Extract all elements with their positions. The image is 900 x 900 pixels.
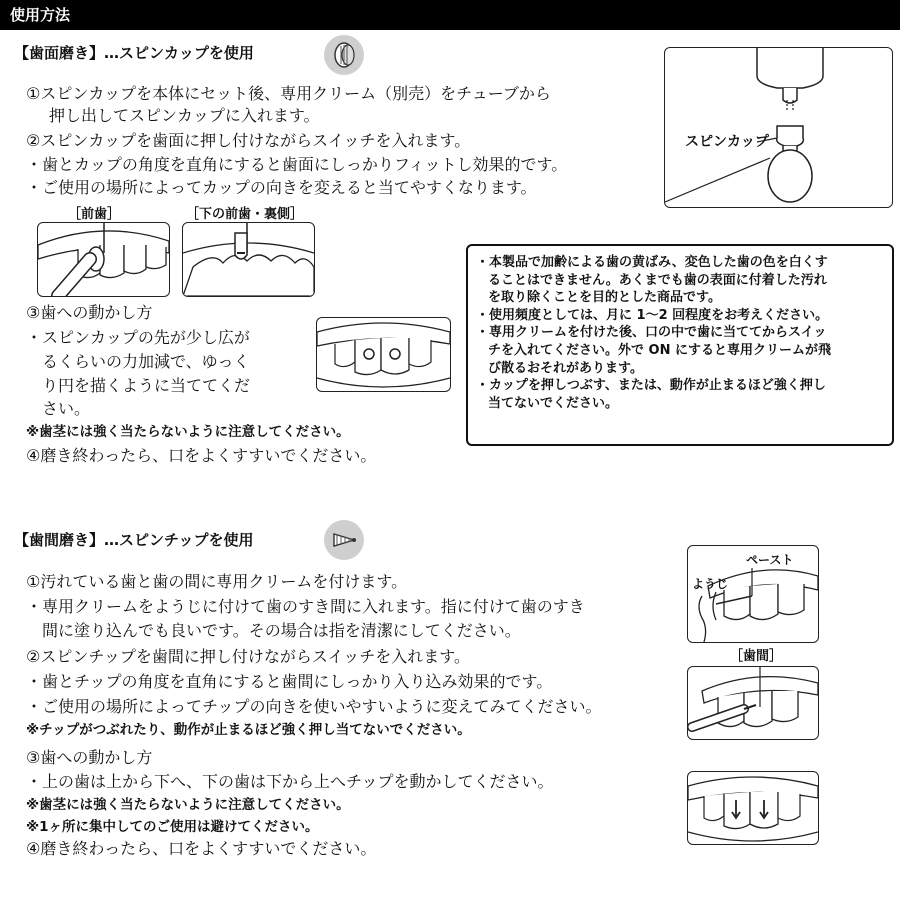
note-line: び散るおそれがあります。 [488,360,643,376]
front-teeth-illustration [37,222,170,297]
label-interdental: ［歯間］ [730,649,783,664]
spin-tip-icon [324,520,364,560]
note-line: ・使用頻度としては、月に 1〜2 回程度をお考えください。 [476,307,829,323]
s1-step3-line-3: り円を描くように当ててくだ [42,376,251,395]
s1-line-3: ②スピンカップを歯面に押し付けながらスイッチを入れます。 [26,131,471,150]
note-line: ・専用クリームを付けた後、口の中で歯に当ててからスイッ [476,325,827,341]
paste-toothpick-illustration [687,545,819,643]
note-line: チを入れてください。外で ON にすると専用クリームが飛 [488,342,831,358]
interdental-illustration [687,666,819,740]
circle-motion-illustration [316,317,451,392]
s2-step3-line: ・上の歯は上から下へ、下の歯は下から上へチップを動かしてください。 [26,772,554,791]
s2-line-6: ・ご使用の場所によってチップの向きを使いやすいように変えてみてください。 [26,697,602,716]
header-title: 使用方法 [10,6,71,24]
s2-line-5: ・歯とチップの角度を直角にすると歯間にしっかり入り込み効果的です。 [26,672,553,691]
spin-cup-illustration [664,47,893,208]
s1-step3-line-4: さい。 [42,399,91,418]
note-line: ることはできません。あくまでも歯の表面に付着した汚れ [488,272,827,288]
s1-note: ※歯茎には強く当たらないように注意してください。 [26,424,350,440]
note-line: 当てないでください。 [488,395,619,411]
s1-step3-title: ③歯への動かし方 [26,303,153,322]
label-lower-teeth: ［下の前歯・裏側］ [186,207,304,222]
s1-step3-line-1: ・スピンカップの先が少し広が [26,328,250,347]
note-line: ・カップを押しつぶす、または、動作が止まるほど強く押し [476,378,826,394]
label-toothpick: ようじ [692,577,729,591]
caution-notes-box [466,244,894,446]
spin-cup-icon [324,35,364,75]
header-bar [0,0,900,30]
s2-note-1: ※歯茎には強く当たらないように注意してください。 [26,797,350,813]
s2-line-3: 間に塗り込んでも良いです。その場合は指を清潔にしてください。 [42,621,521,640]
spin-cup-label: スピンカップ [685,134,769,150]
s1-step4: ④磨き終わったら、口をよくすすいでください。 [26,446,377,465]
lower-teeth-illustration [182,222,315,297]
s1-line-5: ・ご使用の場所によってカップの向きを変えると当てやすくなります。 [26,178,537,197]
s1-line-1: ①スピンカップを本体にセット後、専用クリーム（別売）をチューブから [26,84,551,103]
note-line: ・本製品で加齢による歯の黄ばみ、変色した歯の色を白くす [476,255,828,270]
s2-line-1: ①汚れている歯と歯の間に専用クリームを付けます。 [26,572,408,591]
s1-line-2: 押し出してスピンカップに入れます。 [49,106,320,125]
updown-motion-illustration [687,771,819,845]
s1-step3-line-2: るくらいの力加減で、ゆっく [42,352,250,371]
section2-title: 【歯間磨き】…スピンチップを使用 [14,531,254,549]
s1-line-4: ・歯とカップの角度を直角にすると歯面にしっかりフィットし効果的です。 [26,155,568,174]
section1-title: 【歯面磨き】…スピンカップを使用 [14,44,254,62]
note-line: を取り除くことを目的とした商品です。 [488,290,721,306]
s2-line-4: ②スピンチップを歯間に押し付けながらスイッチを入れます。 [26,647,470,666]
s2-line-2: ・専用クリームをようじに付けて歯のすき間に入れます。指に付けて歯のすき [26,597,585,616]
s2-step3-title: ③歯への動かし方 [26,748,153,767]
label-paste: ペースト [746,553,794,567]
s2-note-tip: ※チップがつぶれたり、動作が止まるほど強く押し当てないでください。 [26,722,471,738]
s2-note-2: ※1ヶ所に集中してのご使用は避けてください。 [26,819,319,835]
label-front-teeth: ［前歯］ [68,207,121,222]
s2-step4: ④磨き終わったら、口をよくすすいでください。 [26,839,377,858]
